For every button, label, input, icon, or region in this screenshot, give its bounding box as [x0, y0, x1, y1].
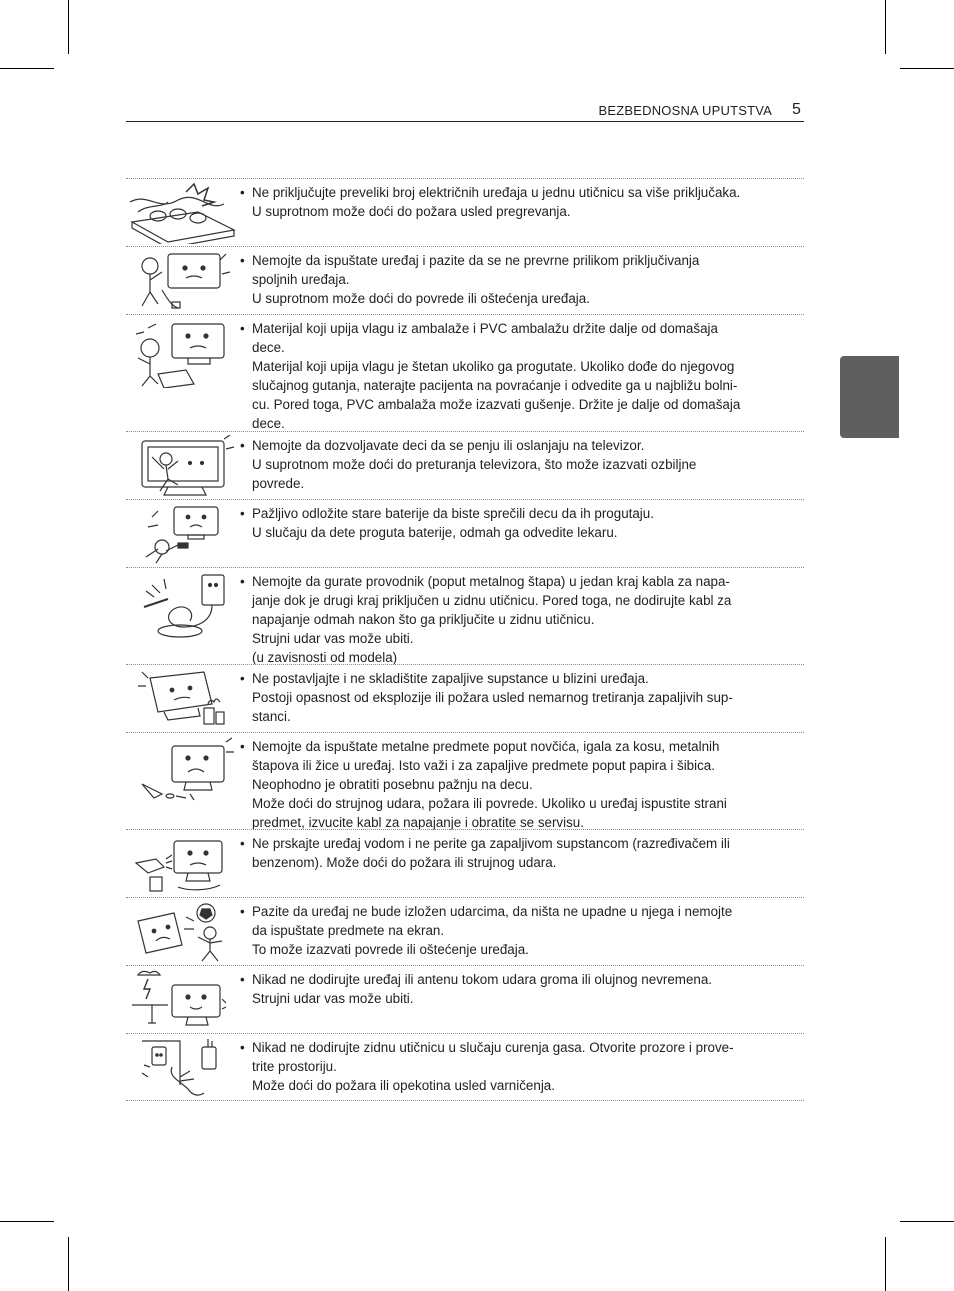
- text-line: Pažljivo odložite stare baterije da biste sprečili decu da ih progutaju.: [252, 506, 654, 521]
- safety-text: [240, 436, 792, 493]
- crop-mark: [0, 68, 54, 69]
- safety-item: [126, 965, 804, 1033]
- metal-rod-cable-icon: [128, 571, 236, 641]
- text-line: Ne prskajte uređaj vodom i ne perite ga zapaljivom supstancom (razređivačem ili: [252, 836, 730, 851]
- text-line: Može doći do strujnog udara, požara ili povrede. Ukoliko u uređaj ispustite strani: [252, 796, 727, 811]
- text-line: (u zavisnosti od modela): [252, 650, 398, 665]
- page-number: 5: [792, 101, 801, 118]
- bullet: •: [240, 574, 245, 589]
- header-rule: [126, 121, 804, 122]
- safety-item: [126, 829, 804, 897]
- bullet: •: [240, 438, 245, 453]
- section-title: BEZBEDNOSNA UPUTSTVA: [598, 103, 772, 118]
- safety-text: [240, 737, 792, 832]
- text-line: To može izazvati povrede ili oštećenje uređaja.: [252, 942, 529, 957]
- gas-leak-outlet-icon: [128, 1037, 236, 1099]
- safety-item: [126, 499, 804, 567]
- safety-item: [126, 314, 804, 431]
- text-line: Nemojte da gurate provodnik (poput metalnog štapa) u jedan kraj kabla za napa-: [252, 574, 730, 589]
- text-line: Materijal koji upija vlagu iz ambalaže i PVC ambalažu držite dalje od domašaja: [252, 321, 718, 336]
- safety-text: [240, 504, 792, 542]
- crop-mark: [0, 1221, 54, 1222]
- text-line: Pazite da uređaj ne bude izložen udarcima, da ništa ne upadne u njega i nemojte: [252, 904, 733, 919]
- crop-mark: [68, 0, 69, 54]
- child-climbing-tv-icon: [128, 435, 236, 497]
- text-line: Materijal koji upija vlagu je štetan ukoliko ga progutate. Ukoliko dođe do njegovog: [252, 359, 735, 374]
- safety-text: [240, 319, 792, 433]
- overloaded-outlet-icon: [128, 182, 236, 244]
- safety-text: [240, 183, 792, 221]
- battery-swallow-icon: [128, 503, 236, 565]
- text-line: cu. Pored toga, PVC ambalaža može izazvati gušenje. Držite je dalje od domašaja: [252, 397, 741, 412]
- safety-list: [126, 178, 804, 1101]
- safety-text: [240, 251, 792, 308]
- bullet: •: [240, 1040, 245, 1055]
- text-line: Strujni udar vas može ubiti.: [252, 631, 414, 646]
- ball-impact-icon: [128, 901, 236, 963]
- crop-mark: [900, 68, 954, 69]
- text-line: Postoji opasnost od eksplozije ili požara usled nemarnog tretiranja zapaljivih sup-: [252, 690, 733, 705]
- text-line: benzenom). Može doći do požara ili strujnog udara.: [252, 855, 557, 870]
- crop-mark: [900, 1221, 954, 1222]
- text-line: trite prostoriju.: [252, 1059, 337, 1074]
- text-line: stanci.: [252, 709, 291, 724]
- text-line: Nemojte da ispuštate metalne predmete poput novčića, igala za kosu, metalnih: [252, 739, 720, 754]
- metal-objects-icon: [128, 736, 236, 806]
- bullet: •: [240, 253, 245, 268]
- safety-item: [126, 178, 804, 246]
- bullet: •: [240, 185, 245, 200]
- bullet: •: [240, 972, 245, 987]
- packaging-child-icon: [128, 318, 236, 388]
- text-line: predmet, izvucite kabl za napajanje i obratite se servisu.: [252, 815, 584, 830]
- safety-item: [126, 732, 804, 829]
- text-line: da ispuštate predmete na ekran.: [252, 923, 445, 938]
- crop-mark: [68, 1237, 69, 1291]
- water-spray-icon: [128, 833, 236, 895]
- safety-item: [126, 246, 804, 314]
- text-line: napajanje odmah nakon što ga priključite u zidnu utičnicu.: [252, 612, 595, 627]
- safety-text: [240, 902, 792, 959]
- text-line: U suprotnom može doći do požara usled pregrevanja.: [252, 204, 571, 219]
- safety-item: [126, 664, 804, 732]
- bullet: •: [240, 321, 245, 336]
- text-line: štapova ili žice u uređaj. Isto važi i za zapaljive predmete poput papira i šibica.: [252, 758, 715, 773]
- text-line: spoljnih uređaja.: [252, 272, 350, 287]
- text-line: povrede.: [252, 476, 305, 491]
- safety-item: [126, 897, 804, 965]
- safety-text: [240, 572, 792, 667]
- text-line: U suprotnom može doći do povrede ili oštećenja uređaja.: [252, 291, 590, 306]
- text-line: janje dok je drugi kraj priključen u zidnu utičnicu. Pored toga, ne dodirujte kabl za: [252, 593, 732, 608]
- text-line: Može doći do požara ili opekotina usled varničenja.: [252, 1078, 555, 1093]
- bullet: •: [240, 739, 245, 754]
- crop-mark: [885, 0, 886, 54]
- bullet: •: [240, 506, 245, 521]
- safety-text: [240, 970, 792, 1008]
- safety-text: [240, 834, 792, 872]
- safety-item: [126, 431, 804, 499]
- crop-mark: [885, 1237, 886, 1291]
- text-line: Nemojte da dozvoljavate deci da se penju ili oslanjaju na televizor.: [252, 438, 645, 453]
- bullet: •: [240, 904, 245, 919]
- safety-text: [240, 669, 792, 726]
- safety-text: [240, 1038, 792, 1095]
- text-line: Neophodno je obratiti posebnu pažnju na decu.: [252, 777, 533, 792]
- text-line: U slučaju da dete proguta baterije, odmah ga odvedite lekaru.: [252, 525, 618, 540]
- language-tab: [840, 356, 899, 438]
- text-line: Strujni udar vas može ubiti.: [252, 991, 414, 1006]
- text-line: Nikad ne dodirujte uređaj ili antenu tokom udara groma ili olujnog nevremena.: [252, 972, 713, 987]
- lightning-storm-icon: [128, 969, 236, 1031]
- safety-item: [126, 567, 804, 664]
- text-line: Nemojte da ispuštate uređaj i pazite da se ne prevrne prilikom priključivanja: [252, 253, 700, 268]
- text-line: Nikad ne dodirujte zidnu utičnicu u slučaju curenja gasa. Otvorite prozore i prove-: [252, 1040, 734, 1055]
- text-line: dece.: [252, 340, 285, 355]
- bullet: •: [240, 671, 245, 686]
- flammable-substance-icon: [128, 668, 236, 730]
- safety-item: [126, 1033, 804, 1101]
- text-line: U suprotnom može doći do preturanja televizora, što može izazvati ozbiljne: [252, 457, 697, 472]
- text-line: Ne postavljajte i ne skladištite zapaljive supstance u blizini uređaja.: [252, 671, 649, 686]
- text-line: slučajnog gutanja, naterajte pacijenta na povraćanje i odvedite ga u najbližu bolni-: [252, 378, 738, 393]
- bullet: •: [240, 836, 245, 851]
- text-line: dece.: [252, 416, 285, 431]
- dropping-device-icon: [128, 250, 236, 312]
- text-line: Ne priključujte preveliki broj električnih uređaja u jednu utičnicu sa više priključaka.: [252, 185, 741, 200]
